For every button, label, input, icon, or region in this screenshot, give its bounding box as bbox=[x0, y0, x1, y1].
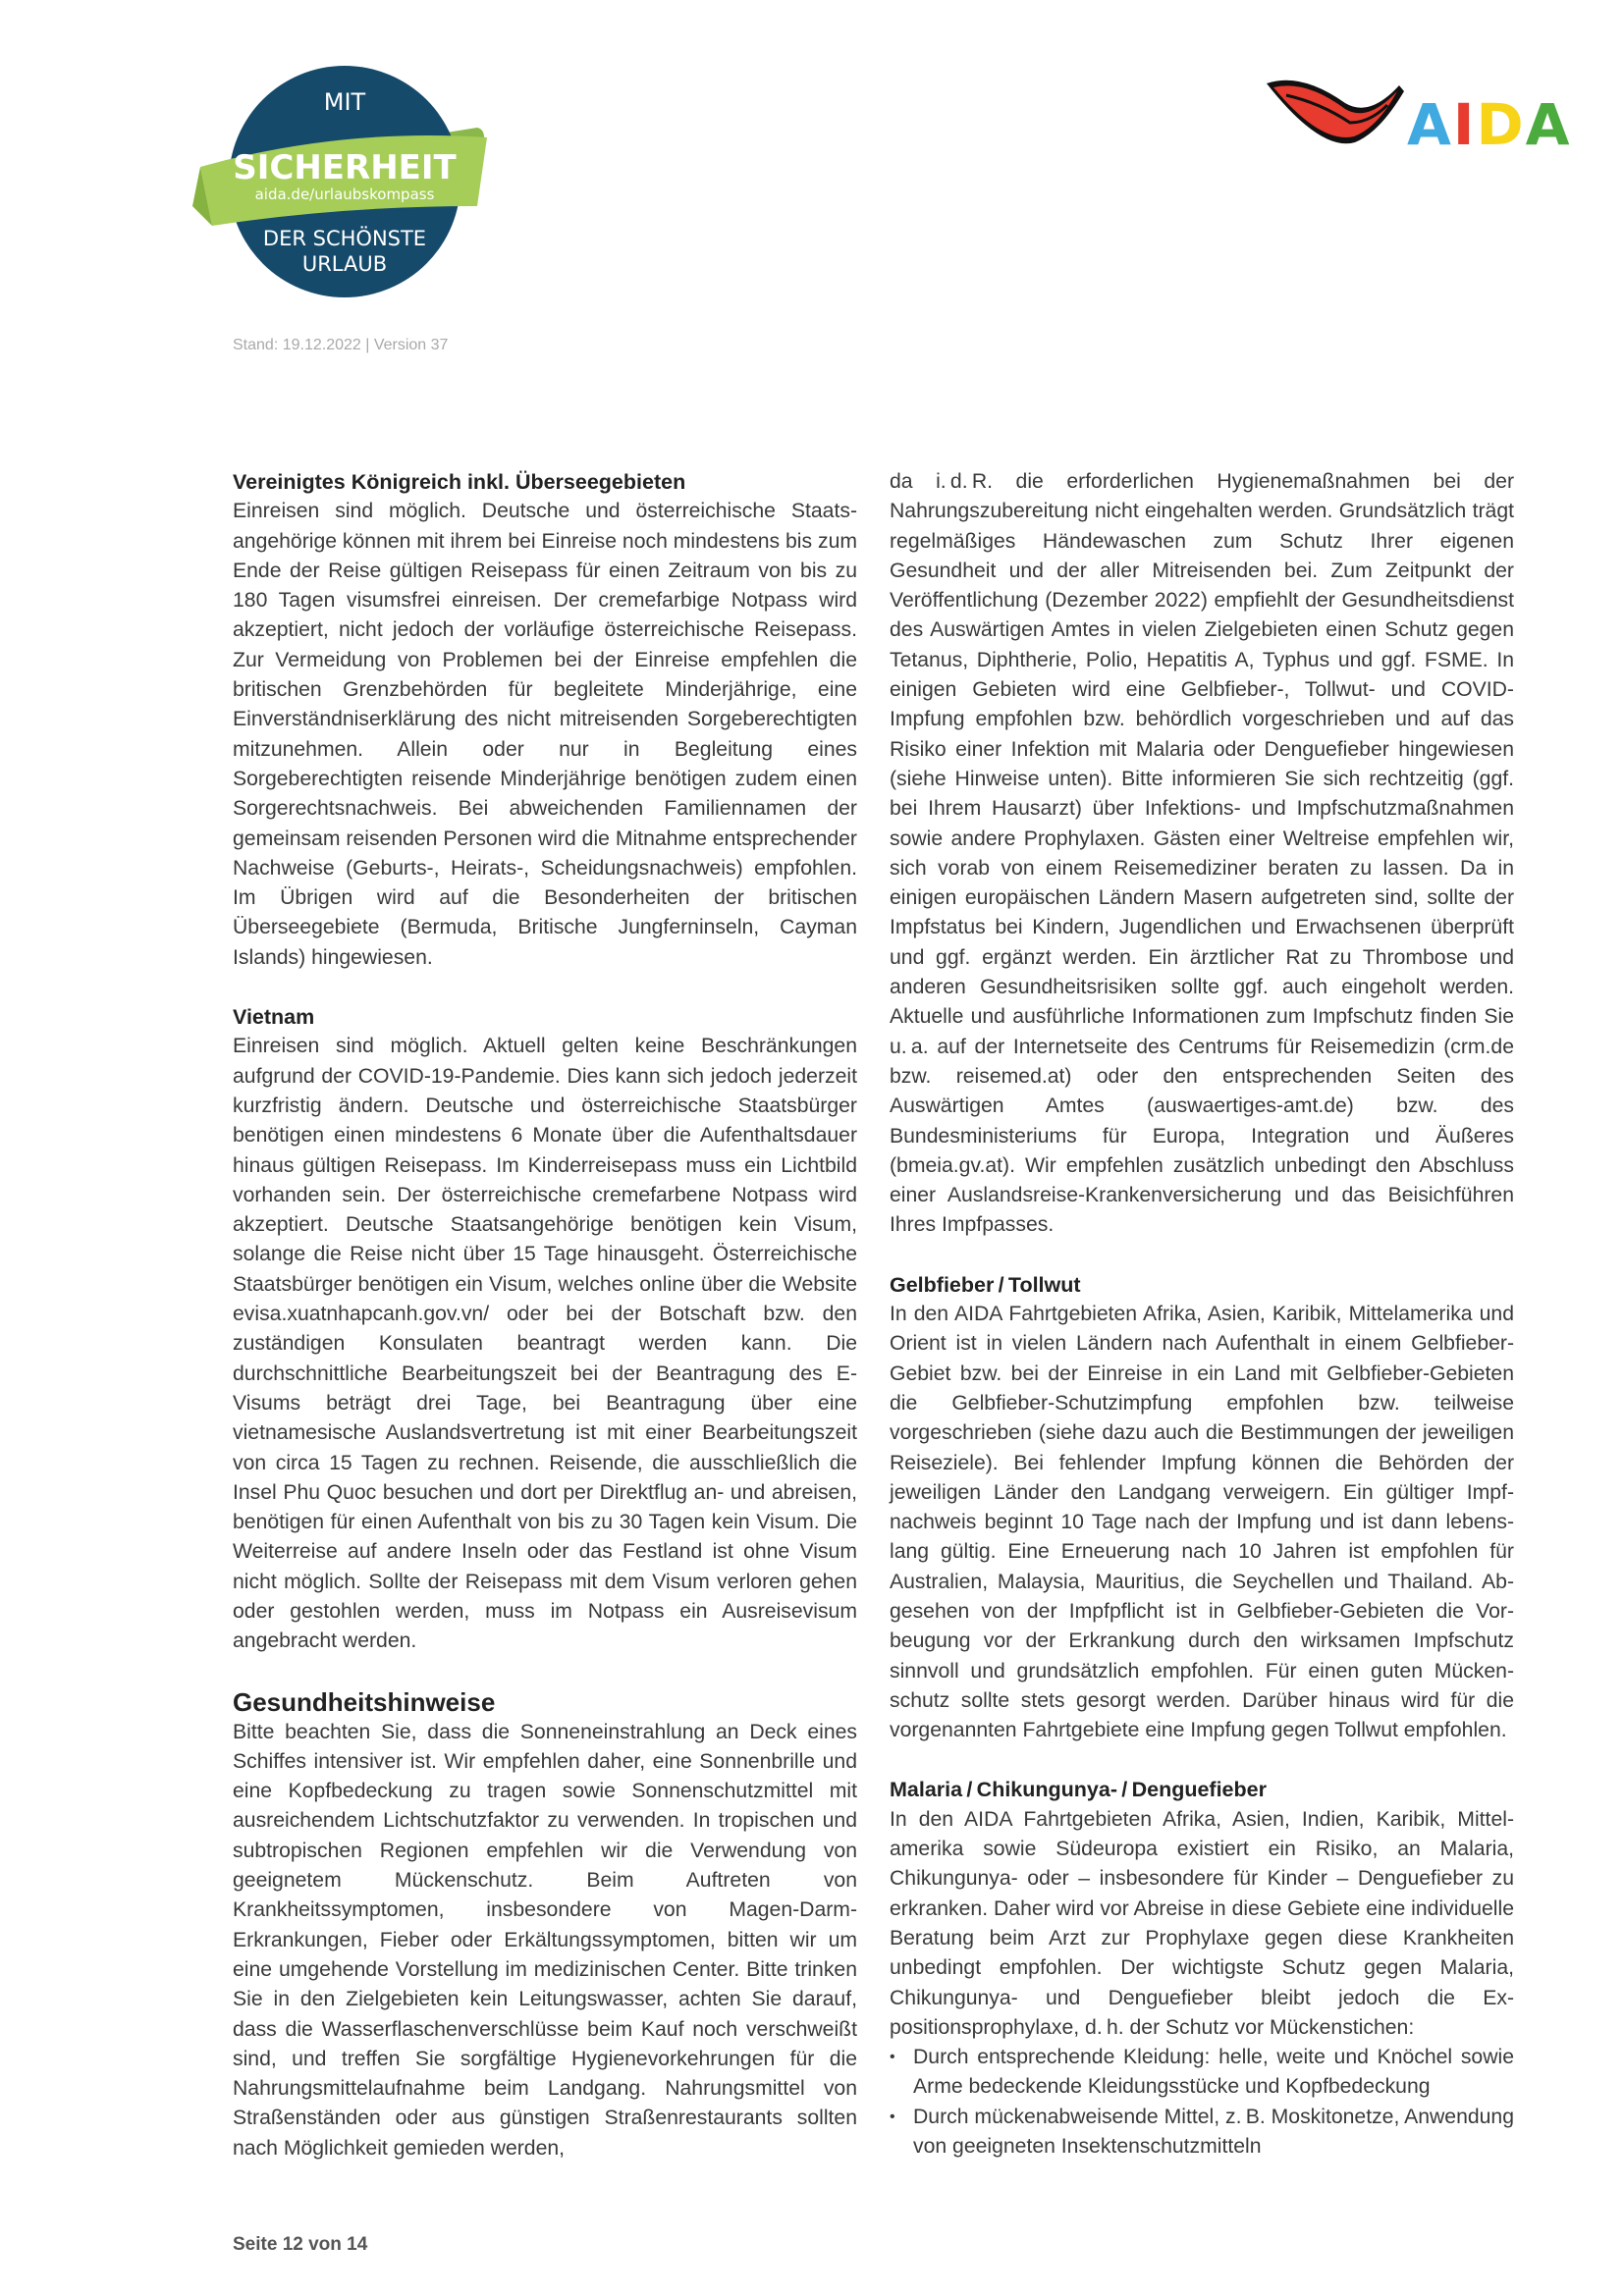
lips-icon bbox=[1262, 74, 1409, 152]
svg-text:MIT: MIT bbox=[323, 88, 366, 116]
section-title-vietnam: Vietnam bbox=[233, 1005, 315, 1030]
svg-text:aida.de/urlaubskompass: aida.de/urlaubskompass bbox=[254, 186, 435, 203]
aida-logo bbox=[1262, 74, 1586, 172]
right-column bbox=[890, 467, 1514, 2162]
badge-graphic bbox=[192, 59, 497, 314]
list-item: • Durch mückenabweisende Mittel, z. B. Moskitonetze, Anwendung von geeigneten Insektenschutzmitteln bbox=[890, 2103, 1514, 2163]
section-vietnam bbox=[233, 1002, 857, 1657]
aida-wordmark: AIDA bbox=[1407, 91, 1572, 158]
svg-text:DER SCHÖNSTE: DER SCHÖNSTE bbox=[262, 227, 427, 250]
list-item: • Durch entsprechende Kleidung: helle, weite und Knöchel sowie Arme bedeckende Kleidungsstücke und Kopfbedeckung bbox=[890, 2043, 1514, 2103]
section-body-vietnam: Einreisen sind möglich. Aktuell gelten keine Beschränkungen aufgrund der COVID-19-Pandemie. Dies kann sich jedoch jederzeit kurzfristig ändern. Deutsche und österreichische Staatsbürger benötigen einen mindestens 6 Monate über die Aufenthaltsdauer hinaus gültigen Reisepass. Im Kinderreisepass muss ein Lichtbild vorhanden sein. Der österreichische cremefarbene Notpass wird akzeptiert. Deutsche Staatsangehörige benötigen kein Visum, solange die Reise nicht über 15 Tage hinausgeht. Österreichische Staatsbürger benötigen ein Visum, welches online über die Website evisa.xuatnhapcanh.gov.vn/ oder bei der Botschaft bzw. den zuständigen Konsulaten beantragt werden kann. Die durchschnittliche Bearbeitungszeit bei der Beantragung des E-Visums beträgt drei Tage, bei Beantragung über eine vietnamesische Auslandsvertretung ist mit einer Bearbeitungszeit von circa 15 Tagen zu rechnen. Reisende, die ausschließlich die Insel Phu Quoc besuchen und dort per Direktflug an- und abreisen, benötigen für einen Aufenthalt von bis zu 30 Tagen kein Visum. Die Weiterreise auf andere Inseln oder das Festland ist ohne Visum nicht möglich. Sollte der Reisepass mit dem Visum verloren gehen oder gestohlen werden, muss im Notpass ein Ausreisevisum angebracht werden. bbox=[233, 1035, 857, 1653]
version-stamp: Stand: 19.12.2022 | Version 37 bbox=[233, 337, 449, 353]
section-title-yellow-fever: Gelbfieber / Tollwut bbox=[890, 1272, 1081, 1297]
section-body-health-continued: da i. d. R. die erforderlichen Hygienemaßnahmen bei der Nahrungszubereitung nicht eingehalten werden. Grundsätzlich trägt regelmäßiges Händewaschen zum Schutz Ihrer eigenen Gesundheit und der aller Mitreisenden bei. Zum Zeitpunkt der Veröffentlichung (Dezember 2022) empfiehlt der Gesundheitsdienst des Auswärtigen Amtes in vielen Zielgebieten einen Schutz gegen Tetanus, Diphtherie, Polio, Hepatitis A, Typhus und ggf. FSME. In einigen Gebieten wird eine Gelbfieber-, Tollwut- und COVID-Impfung empfohlen bzw. behördlich vorgeschrieben und auf das Risiko einer Infektion mit Malaria oder Denguefieber hingewiesen (siehe Hinweise unten). Bitte informieren Sie sich rechtzeitig (ggf. bei Ihrem Hausarzt) über Infektions- und Impfschutzmaßnahmen sowie andere Prophylaxen. Gästen einer Weltreise empfehlen wir, sich vorab von einem Reisemediziner beraten zu lassen. Da in einigen europäischen Ländern Masern aufgetreten sind, sollte der Impfstatus bei Kindern, Jugendlichen und Erwachsenen überprüft und ggf. ergänzt werden. Ein ärztlicher Rat zu Thrombose und anderen Gesundheitsrisiken sollte ggf. auch eingeholt werden. Aktuelle und ausführliche Informationen zum Impfschutz finden Sie u. a. auf der Internetseite des Centrums für Reisemedizin (crm.de bzw. reisemed.at) oder den entsprechenden Seiten des Auswärtigen Amtes (auswaertiges-amt.de) bzw. des Bundesministeriums für Europa, Integration und Äußeres (bmeia.gv.at). Wir empfehlen zusätzlich unbedingt den Abschluss einer Auslandsreise-Krankenversicherung und das Beisichführen Ihres Impfpasses. bbox=[890, 470, 1514, 1237]
safety-badge-logo bbox=[192, 59, 497, 314]
section-body-health: Bitte beachten Sie, dass die Sonneneinstrahlung an Deck eines Schiffes intensiver ist. Wir empfehlen daher, eine Sonnenbrille und eine Kopfbedeckung zu tragen sowie Sonnenschutzmittel mit ausreichendem Lichtschutzfaktor zu verwenden. In tropischen und subtropischen Regionen empfehlen wir die Verwendung von geeignetem Mückenschutz. Beim Auftreten von Krankheitssymptomen, insbesondere von Magen-Darm-Erkrankungen, Fieber oder Erkältungssymptomen, bitten wir um eine umgehende Vorstellung im medizinischen Center. Bitte trinken Sie in den Zielgebieten kein Leitungswasser, achten Sie darauf, dass die Wasserflaschenverschlüsse beim Kauf noch verschweißt sind, und treffen Sie sorgfältige Hygienevorkehrungen für die Nahrungsmittelaufnahme beim Landgang. Nahrungsmittel von Straßenständen oder aus günstigen Straßenrestaurants sollten nach Möglichkeit gemieden werden, bbox=[233, 1720, 857, 2160]
page-number: Seite 12 von 14 bbox=[233, 2234, 368, 2255]
section-body-uk: Einreisen sind möglich. Deutsche und österreichische Staatsangehörige können mit ihrem bei Einreise noch mindestens bis zum Ende der Reise gültigen Reisepass für einen Zeitraum von bis zu 180 Tagen visumsfrei einreisen. Der cremefarbige Notpass wird akzeptiert, nicht jedoch der vorläufige österreichische Reisepass. Zur Vermeidung von Problemen bei der Einreise empfehlen die britischen Grenzbehörden für begleitete Minderjährige, eine Einverständniserklärung des nicht mitreisenden Sorgeberechtigten mitzunehmen. Allein oder nur in Begleitung eines Sorgeberechtigten reisende Minderjährige benötigen zudem einen Sorgerechtsnachweis. Bei abweichenden Familiennamen der gemeinsam reisenden Personen wird die Mitnahme entsprechender Nachweise (Geburts-, Heirats-, Scheidungsnachweis) empfohlen. Im Übrigen wird auf die Besonderheiten der britischen Überseegebiete (Bermuda, Britische Jungferninseln, Cayman Islands) hingewiesen. bbox=[233, 500, 857, 969]
svg-text:SICHERHEIT: SICHERHEIT bbox=[233, 148, 457, 187]
section-title-uk: Vereinigtes Königreich inkl. Überseegebieten bbox=[233, 470, 686, 494]
section-uk bbox=[233, 467, 857, 973]
section-yellow-fever bbox=[890, 1270, 1514, 1746]
section-body-yellow-fever: In den AIDA Fahrtgebieten Afrika, Asien, Karibik, Mittelamerika und Orient ist in vielen Ländern nach Aufenthalt in einem Gelbfieber-Gebiet bzw. bei der Einreise in ein Land mit Gelbfieber-Gebieten die Gelbfieber-Schutzimpfung empfohlen bzw. teilweise vorgeschrieben (siehe dazu auch die Bestimmungen der jeweiligen Reiseziele). Bei fehlender Impfung können die Behörden der jeweiligen Länder den Landgang verweigern. Ein gültiger Impfnachweis beginnt 10 Tage nach der Impfung und ist dann lebenslang gültig. Eine Erneuerung nach 10 Jahren ist empfohlen für Australien, Malaysia, Mauritius, die Seychellen und Thailand. Abgesehen von der Impfpflicht ist in Gelbfieber-Gebieten die Vorbeugung vor der Erkrankung durch den wirksamen Impfschutz sinnvoll und grundsätzlich empfohlen. Für einen guten Mückenschutz sollte stets gesorgt werden. Darüber hinaus wird für die vorgenannten Fahrtgebiete eine Impfung gegen Tollwut empfohlen. bbox=[890, 1303, 1514, 1742]
left-column bbox=[233, 467, 857, 2163]
section-body-malaria: In den AIDA Fahrtgebieten Afrika, Asien, Indien, Karibik, Mittelamerika sowie Südeuropa existiert ein Risiko, an Malaria, Chikungunya- oder – insbesondere für Kinder – Denguefieber zu erkranken. Daher wird vor Abreise in diese Gebiete eine individuelle Beratung beim Arzt zur Prophylaxe gegen diese Krankheiten unbedingt empfohlen. Der wichtigste Schutz gegen Malaria, Chikungunya- und Denguefieber bleibt jedoch die Expositionsprophylaxe, d. h. der Schutz vor Mückenstichen: bbox=[890, 1807, 1514, 2039]
section-health bbox=[233, 1686, 857, 2163]
protection-list bbox=[890, 2043, 1514, 2162]
section-title-health: Gesundheitshinweise bbox=[233, 1686, 496, 1717]
section-malaria bbox=[890, 1775, 1514, 2162]
svg-text:URLAUB: URLAUB bbox=[301, 252, 388, 276]
section-title-malaria: Malaria / Chikungunya- / Denguefieber bbox=[890, 1778, 1267, 1802]
